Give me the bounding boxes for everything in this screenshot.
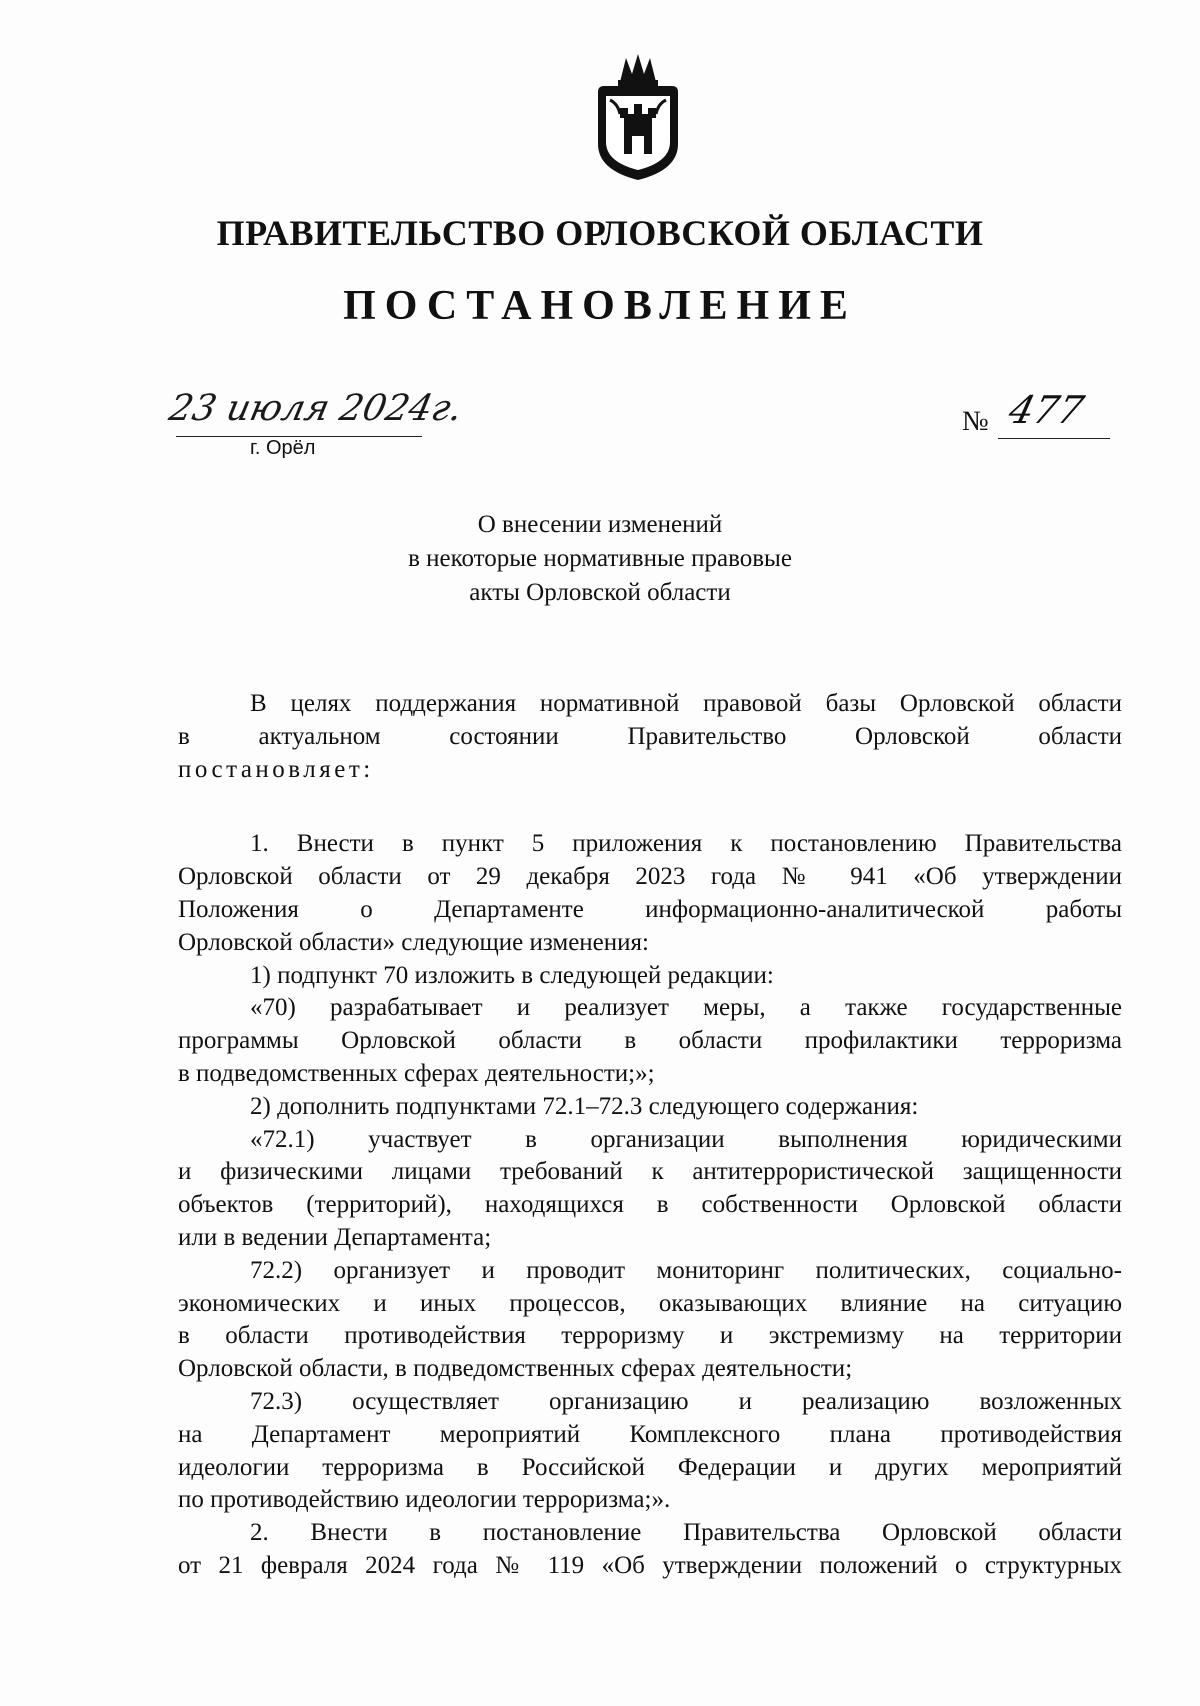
subject-line: в некоторые нормативные правовые xyxy=(408,545,792,572)
item-72-3-line: 72.3) осуществляет организацию и реализацию возложенных xyxy=(250,1387,1122,1415)
item-72-2-line: 72.2) организует и проводит мониторинг политических, социально- xyxy=(250,1256,1122,1284)
paragraph-1-line: Положения о Департаменте информационно-аналитической работы xyxy=(178,895,1122,923)
paragraph-2-line: от 21 февраля 2024 года № 119 «Об утверждении положений о структурных xyxy=(178,1551,1122,1579)
paragraph-1-line: Орловской области от 29 декабря 2023 года № 941 «Об утверждении xyxy=(178,863,1122,891)
item-70-line: «70) разрабатывает и реализует меры, а также государственные xyxy=(250,994,1122,1022)
item-72-1-line: и физическими лицами требований к антитеррористической защищенности xyxy=(178,1158,1122,1186)
document-subject xyxy=(0,508,1200,610)
subitem-2-line: 2) дополнить подпунктами 72.1–72.3 следующего содержания: xyxy=(250,1092,919,1120)
preamble-line: В целях поддержания нормативной правовой базы Орловской области xyxy=(250,690,1122,717)
item-72-3-line: по противодействию идеологии терроризма;». xyxy=(178,1486,671,1514)
document-body xyxy=(178,688,1122,1583)
paragraph-1-line: 1. Внести в пункт 5 приложения к постановлению Правительства xyxy=(250,830,1122,858)
subject-line: О внесении изменений xyxy=(477,511,723,538)
handwritten-number: 477 xyxy=(1004,388,1089,432)
subject-line: акты Орловской области xyxy=(469,579,731,606)
item-70-line: программы Орловской области в области профилактики терроризма xyxy=(178,1027,1122,1055)
preamble-decree-word: постановляет: xyxy=(178,755,374,783)
item-72-1-line: объектов (территорий), находящихся в собственности Орловской области xyxy=(178,1191,1122,1219)
subitem-1-line: 1) подпункт 70 изложить в следующей редакции: xyxy=(250,961,774,989)
item-72-2-line: Орловской области, в подведомственных сферах деятельности; xyxy=(178,1355,853,1383)
item-72-3-line: на Департамент мероприятий Комплексного плана противодействия xyxy=(178,1420,1122,1448)
document-type-title: ПОСТАНОВЛЕНИЕ xyxy=(343,283,857,329)
item-72-1-line: «72.1) участвует в организации выполнения юридическими xyxy=(250,1125,1122,1153)
paragraph-2-line: 2. Внести в постановление Правительства Орловской области xyxy=(250,1519,1122,1547)
item-72-3-line: идеологии терроризма в Российской Федерации и других мероприятий xyxy=(178,1453,1122,1481)
preamble-line: в актуальном состоянии Правительство Орловской области xyxy=(178,722,1122,750)
organization-title: ПРАВИТЕЛЬСТВО ОРЛОВСКОЙ ОБЛАСТИ xyxy=(216,213,984,253)
number-underline xyxy=(998,438,1110,439)
item-72-1-line: или в ведении Департамента; xyxy=(178,1223,492,1251)
paragraph-gap xyxy=(178,786,1122,828)
number-sign: № xyxy=(962,406,989,437)
city-label: г. Орёл xyxy=(250,437,316,459)
item-72-2-line: экономических и иных процессов, оказывающих влияние на ситуацию xyxy=(178,1289,1122,1317)
item-70-line: в подведомственных сферах деятельности;»; xyxy=(178,1059,655,1087)
paragraph-1-line: Орловской области» следующие изменения: xyxy=(178,928,649,956)
item-72-2-line: в области противодействия терроризму и экстремизму на территории xyxy=(178,1322,1122,1350)
handwritten-date: 23 июля 2024г. xyxy=(165,388,466,429)
coat-of-arms-emblem xyxy=(590,52,686,182)
